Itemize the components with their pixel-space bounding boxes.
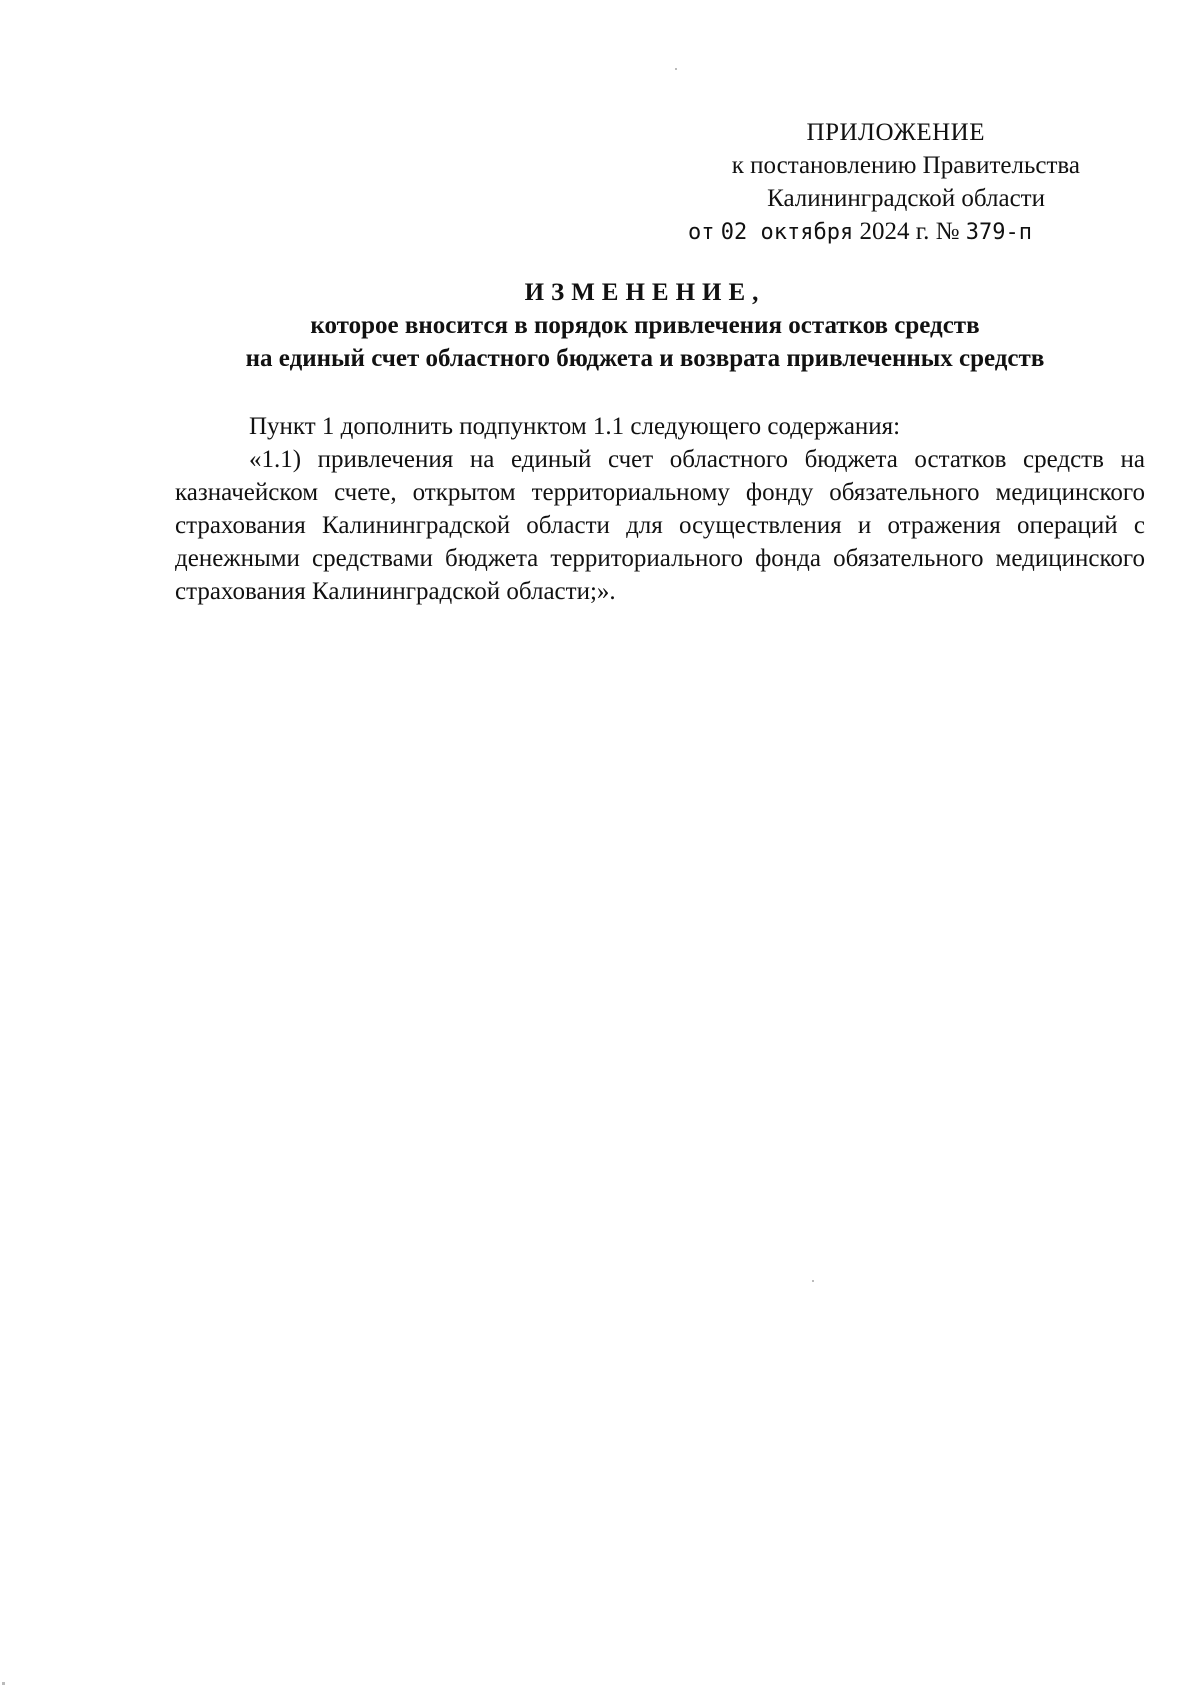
heading-line-2: на единый счет областного бюджета и возврата привлеченных средств — [245, 345, 1045, 372]
appendix-line-region: Калининградской области — [767, 185, 1045, 212]
scan-speck-middle — [812, 1280, 814, 1282]
document-heading — [160, 276, 1130, 375]
appendix-date-line — [540, 215, 1080, 249]
body-paragraph-1: Пункт 1 дополнить подпунктом 1.1 следующего содержания: — [249, 413, 901, 440]
scan-speck-top — [675, 68, 677, 70]
heading-title: ИЗМЕНЕНИЕ, — [524, 279, 766, 306]
document-body — [175, 410, 1145, 608]
document-number: 379-п — [965, 220, 1032, 245]
date-prefix: от — [688, 220, 715, 245]
body-paragraph-2: «1.1) привлечения на единый счет областного бюджета остатков средств на казначейском счете, открытом территориальному фонду обязательного медицинского страхования Калининградской области для осуществления и отражения операций с денежными средствами бюджета территориального фонда обязательного медицинского страхования Калининградской области;». — [175, 446, 1145, 605]
heading-line-1: которое вносится в порядок привлечения остатков средств — [310, 312, 980, 339]
appendix-block — [540, 116, 1080, 249]
date-value: 02 октября — [720, 220, 854, 245]
appendix-line-resolution: к постановлению Правительства — [731, 152, 1080, 179]
scan-speck-bottom — [2, 1682, 5, 1685]
date-year: 2024 г. № — [859, 218, 960, 245]
appendix-title: ПРИЛОЖЕНИЕ — [806, 119, 985, 146]
